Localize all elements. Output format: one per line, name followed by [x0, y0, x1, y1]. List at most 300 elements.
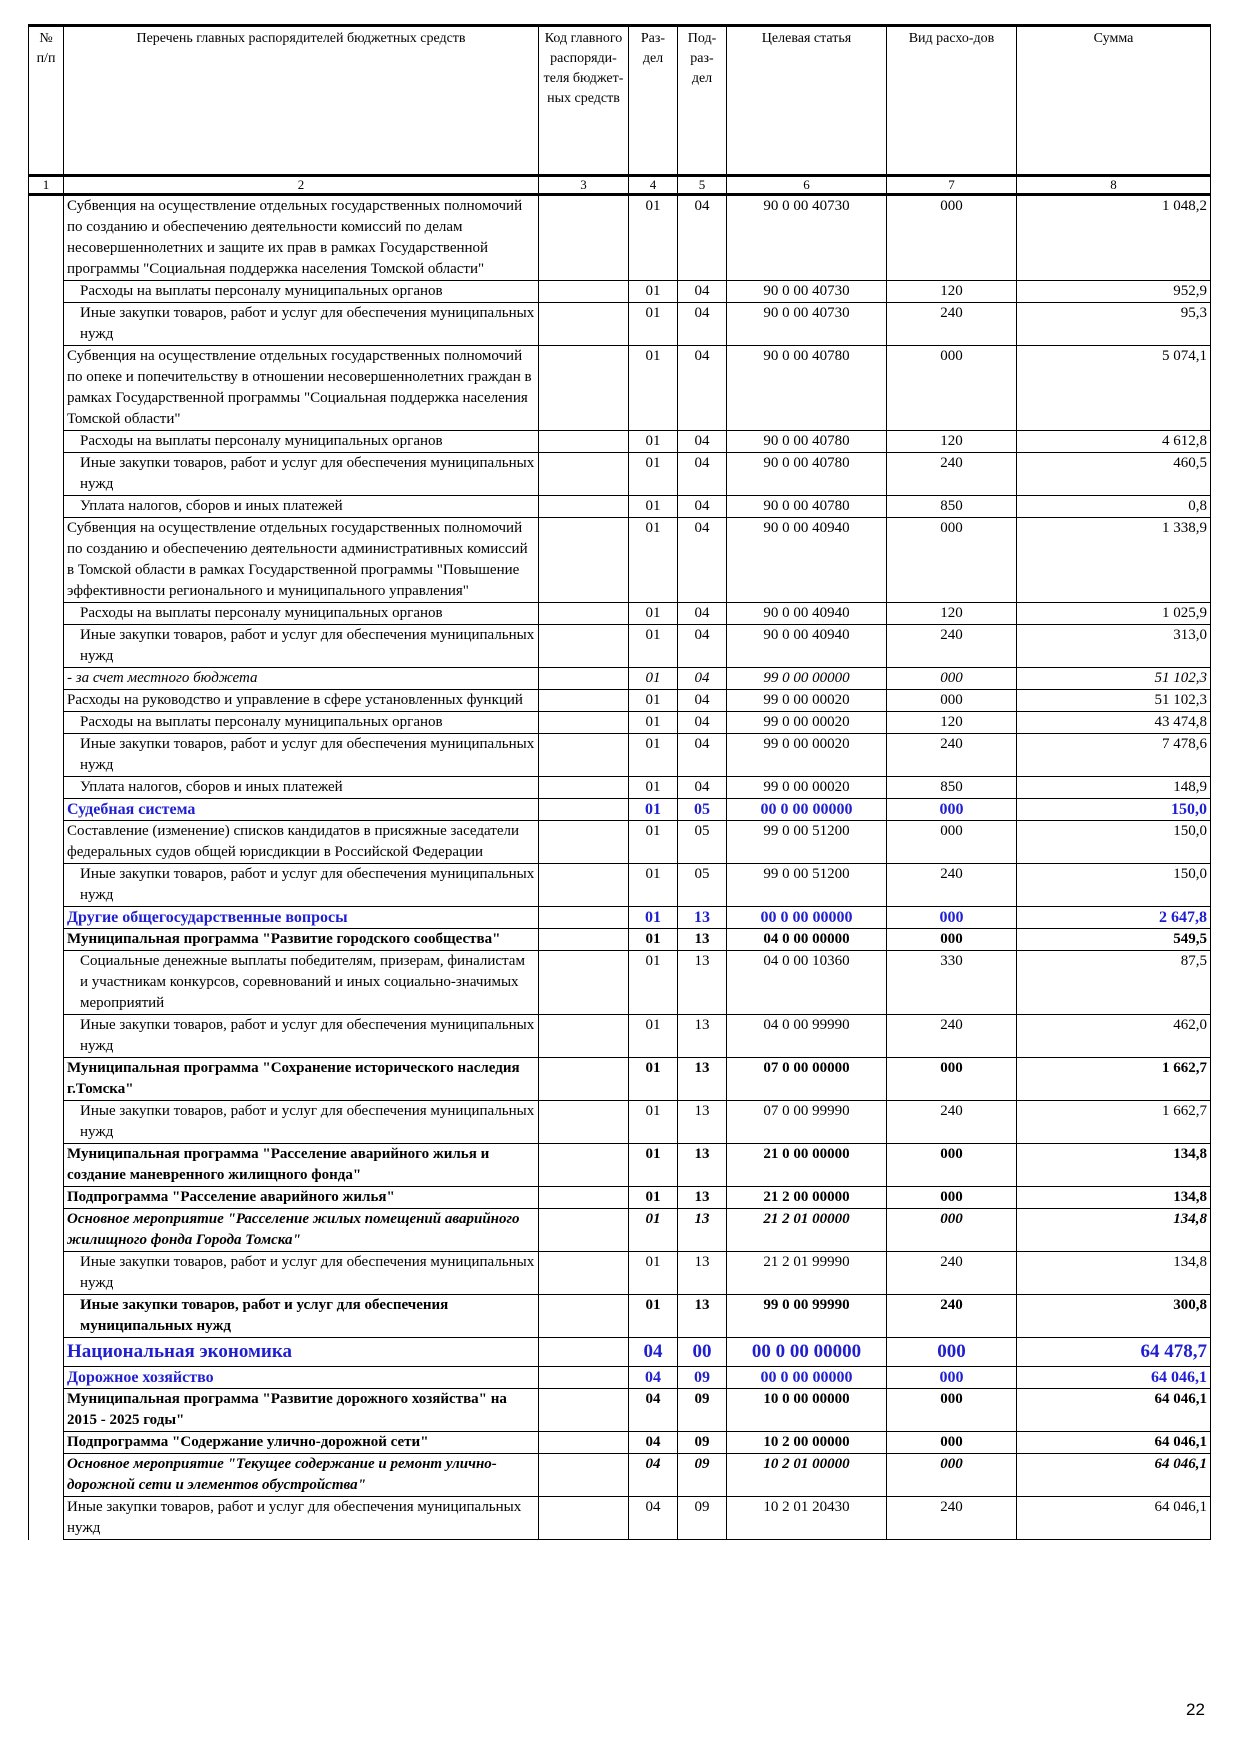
row-name: Иные закупки товаров, работ и услуг для обеспечения муниципальных нужд: [64, 1252, 539, 1295]
column-number: 4: [629, 176, 678, 195]
row-section: 04: [629, 1389, 678, 1432]
row-article: 07 0 00 99990: [727, 1101, 887, 1144]
row-type: 240: [887, 1101, 1017, 1144]
row-num-cell: [29, 712, 64, 734]
row-subsection: 13: [678, 1144, 727, 1187]
row-section: 01: [629, 281, 678, 303]
row-name: Основное мероприятие "Текущее содержание и ремонт улично-дорожной сети и элементов обустройства": [64, 1454, 539, 1497]
row-name: Основное мероприятие "Расселение жилых помещений аварийного жилищного фонда Города Томска": [64, 1209, 539, 1252]
row-sum: 549,5: [1017, 929, 1211, 951]
row-section: 04: [629, 1497, 678, 1540]
row-section: 01: [629, 929, 678, 951]
row-code: [539, 799, 629, 821]
row-section: 01: [629, 1187, 678, 1209]
row-name: Иные закупки товаров, работ и услуг для обеспечения муниципальных нужд: [64, 734, 539, 777]
row-article: 04 0 00 10360: [727, 951, 887, 1015]
row-sum: 5 074,1: [1017, 346, 1211, 431]
row-sum: 952,9: [1017, 281, 1211, 303]
header-code: Код главного распоряди-теля бюджет-ных средств: [539, 26, 629, 176]
row-num-cell: [29, 907, 64, 929]
row-article: 90 0 00 40780: [727, 453, 887, 496]
row-num-cell: [29, 668, 64, 690]
table-row: [29, 1144, 1211, 1187]
row-section: 01: [629, 346, 678, 431]
row-type: 000: [887, 1058, 1017, 1101]
header-num: № п/п: [29, 26, 64, 176]
row-name: Муниципальная программа "Расселение аварийного жилья и создание маневренного жилищного фонда": [64, 1144, 539, 1187]
row-num-cell: [29, 453, 64, 496]
row-name: Расходы на выплаты персоналу муниципальных органов: [64, 603, 539, 625]
row-section: 01: [629, 518, 678, 603]
table-row: [29, 777, 1211, 799]
column-number: 3: [539, 176, 629, 195]
row-name: Муниципальная программа "Сохранение исторического наследия г.Томска": [64, 1058, 539, 1101]
row-article: 90 0 00 40730: [727, 303, 887, 346]
row-name: Иные закупки товаров, работ и услуг для обеспечения муниципальных нужд: [64, 453, 539, 496]
row-type: 000: [887, 1209, 1017, 1252]
row-num-cell: [29, 777, 64, 799]
row-num-cell: [29, 1295, 64, 1338]
row-code: [539, 281, 629, 303]
row-sum: 150,0: [1017, 799, 1211, 821]
row-code: [539, 518, 629, 603]
row-code: [539, 1058, 629, 1101]
row-num-cell: [29, 303, 64, 346]
row-code: [539, 1497, 629, 1540]
row-num-cell: [29, 346, 64, 431]
row-subsection: 04: [678, 712, 727, 734]
table-row: [29, 734, 1211, 777]
row-sum: 150,0: [1017, 821, 1211, 864]
row-section: 01: [629, 496, 678, 518]
row-article: 00 0 00 00000: [727, 1338, 887, 1367]
row-type: 240: [887, 864, 1017, 907]
row-section: 04: [629, 1454, 678, 1497]
row-section: 01: [629, 712, 678, 734]
table-row: [29, 864, 1211, 907]
row-section: 01: [629, 1295, 678, 1338]
row-article: 00 0 00 00000: [727, 799, 887, 821]
row-section: 01: [629, 453, 678, 496]
row-name: Подпрограмма "Содержание улично-дорожной сети": [64, 1432, 539, 1454]
row-num-cell: [29, 951, 64, 1015]
row-num-cell: [29, 603, 64, 625]
column-number-row: [29, 176, 1211, 195]
row-code: [539, 1209, 629, 1252]
header-type: Вид расхо-дов: [887, 26, 1017, 176]
row-sum: 1 048,2: [1017, 195, 1211, 281]
row-article: 04 0 00 00000: [727, 929, 887, 951]
row-article: 99 0 00 51200: [727, 864, 887, 907]
row-sum: 87,5: [1017, 951, 1211, 1015]
row-section: 01: [629, 1058, 678, 1101]
row-subsection: 13: [678, 1252, 727, 1295]
row-name: Иные закупки товаров, работ и услуг для обеспечения муниципальных нужд: [64, 303, 539, 346]
row-type: 000: [887, 518, 1017, 603]
table-row: [29, 1497, 1211, 1540]
row-name: Социальные денежные выплаты победителям, призерам, финалистам и участникам конкурсов, соревнований и иных социально-значимых мероприятий: [64, 951, 539, 1015]
row-article: 10 2 01 20430: [727, 1497, 887, 1540]
row-type: 240: [887, 1295, 1017, 1338]
row-subsection: 05: [678, 799, 727, 821]
row-subsection: 13: [678, 1295, 727, 1338]
table-row: [29, 1209, 1211, 1252]
row-subsection: 04: [678, 518, 727, 603]
row-name: Расходы на руководство и управление в сфере установленных функций: [64, 690, 539, 712]
header-name: Перечень главных распорядителей бюджетных средств: [64, 26, 539, 176]
row-section: 01: [629, 1252, 678, 1295]
table-row: [29, 431, 1211, 453]
table-row: [29, 496, 1211, 518]
row-section: 01: [629, 951, 678, 1015]
row-subsection: 09: [678, 1454, 727, 1497]
row-sum: 1 662,7: [1017, 1058, 1211, 1101]
row-type: 000: [887, 1144, 1017, 1187]
header-article: Целевая статья: [727, 26, 887, 176]
row-type: 120: [887, 431, 1017, 453]
row-article: 99 0 00 99990: [727, 1295, 887, 1338]
table-row: [29, 1454, 1211, 1497]
row-article: 07 0 00 00000: [727, 1058, 887, 1101]
row-num-cell: [29, 1454, 64, 1497]
table-row: [29, 1187, 1211, 1209]
row-num-cell: [29, 929, 64, 951]
row-article: 21 2 01 00000: [727, 1209, 887, 1252]
row-type: 000: [887, 1389, 1017, 1432]
row-article: 90 0 00 40780: [727, 496, 887, 518]
row-section: 01: [629, 668, 678, 690]
row-article: 10 2 01 00000: [727, 1454, 887, 1497]
row-section: 01: [629, 1101, 678, 1144]
row-sum: 460,5: [1017, 453, 1211, 496]
table-body: [29, 195, 1211, 1540]
row-name: Субвенция на осуществление отдельных государственных полномочий по созданию и обеспечению деятельности административных комиссий в Томской области в рамках Государственной программы "Повышение эффективности регионального и муниципального управления": [64, 518, 539, 603]
row-name: Иные закупки товаров, работ и услуг для обеспечения муниципальных нужд: [64, 864, 539, 907]
row-type: 000: [887, 1338, 1017, 1367]
row-type: 120: [887, 281, 1017, 303]
row-subsection: 04: [678, 281, 727, 303]
row-section: 01: [629, 734, 678, 777]
row-sum: 4 612,8: [1017, 431, 1211, 453]
table-row: [29, 1101, 1211, 1144]
row-num-cell: [29, 625, 64, 668]
column-number: 8: [1017, 176, 1211, 195]
table-row: [29, 821, 1211, 864]
row-code: [539, 346, 629, 431]
row-type: 240: [887, 734, 1017, 777]
row-sum: 134,8: [1017, 1144, 1211, 1187]
row-section: 01: [629, 625, 678, 668]
row-subsection: 04: [678, 303, 727, 346]
row-sum: 462,0: [1017, 1015, 1211, 1058]
column-number: 2: [64, 176, 539, 195]
row-name: Расходы на выплаты персоналу муниципальных органов: [64, 431, 539, 453]
row-num-cell: [29, 864, 64, 907]
row-type: 240: [887, 1497, 1017, 1540]
row-name: Иные закупки товаров, работ и услуг для обеспечения муниципальных нужд: [64, 625, 539, 668]
row-section: 01: [629, 431, 678, 453]
row-type: 000: [887, 799, 1017, 821]
row-name: Иные закупки товаров, работ и услуг для обеспечения муниципальных нужд: [64, 1295, 539, 1338]
row-sum: 134,8: [1017, 1209, 1211, 1252]
row-type: 850: [887, 777, 1017, 799]
row-name: Муниципальная программа "Развитие дорожного хозяйства" на 2015 - 2025 годы": [64, 1389, 539, 1432]
row-section: 01: [629, 690, 678, 712]
row-name: Уплата налогов, сборов и иных платежей: [64, 496, 539, 518]
row-article: 00 0 00 00000: [727, 1367, 887, 1389]
row-sum: 2 647,8: [1017, 907, 1211, 929]
row-sum: 134,8: [1017, 1252, 1211, 1295]
row-code: [539, 1432, 629, 1454]
row-subsection: 09: [678, 1497, 727, 1540]
row-num-cell: [29, 821, 64, 864]
row-num-cell: [29, 1389, 64, 1432]
row-section: 04: [629, 1338, 678, 1367]
row-code: [539, 496, 629, 518]
row-code: [539, 929, 629, 951]
row-article: 90 0 00 40940: [727, 603, 887, 625]
row-name: Иные закупки товаров, работ и услуг для обеспечения муниципальных нужд: [64, 1015, 539, 1058]
row-name: Национальная экономика: [64, 1338, 539, 1367]
row-article: 10 2 00 00000: [727, 1432, 887, 1454]
row-section: 01: [629, 303, 678, 346]
row-type: 240: [887, 303, 1017, 346]
column-number: 6: [727, 176, 887, 195]
row-subsection: 13: [678, 1058, 727, 1101]
row-section: 01: [629, 821, 678, 864]
row-num-cell: [29, 281, 64, 303]
row-sum: 1 662,7: [1017, 1101, 1211, 1144]
row-subsection: 04: [678, 431, 727, 453]
column-number: 7: [887, 176, 1017, 195]
table-row: [29, 1432, 1211, 1454]
row-section: 04: [629, 1367, 678, 1389]
row-sum: 64 046,1: [1017, 1497, 1211, 1540]
table-row: [29, 799, 1211, 821]
table-row: [29, 929, 1211, 951]
table-row: [29, 690, 1211, 712]
row-sum: 43 474,8: [1017, 712, 1211, 734]
row-code: [539, 195, 629, 281]
table-row: [29, 1295, 1211, 1338]
row-code: [539, 1295, 629, 1338]
row-article: 10 0 00 00000: [727, 1389, 887, 1432]
row-section: 01: [629, 799, 678, 821]
row-article: 21 2 00 00000: [727, 1187, 887, 1209]
row-type: 000: [887, 821, 1017, 864]
table-row: [29, 951, 1211, 1015]
row-article: 21 2 01 99990: [727, 1252, 887, 1295]
row-section: 01: [629, 603, 678, 625]
row-code: [539, 1252, 629, 1295]
row-name: Субвенция на осуществление отдельных государственных полномочий по опеке и попечительству в отношении несовершеннолетних граждан в рамках Государственной программы "Социальная поддержка населения Томской области": [64, 346, 539, 431]
table-row: [29, 1058, 1211, 1101]
row-article: 04 0 00 99990: [727, 1015, 887, 1058]
table-row: [29, 1367, 1211, 1389]
row-subsection: 13: [678, 1209, 727, 1252]
row-type: 000: [887, 929, 1017, 951]
row-article: 90 0 00 40730: [727, 195, 887, 281]
row-subsection: 04: [678, 496, 727, 518]
header-sum: Сумма: [1017, 26, 1211, 176]
row-sum: 150,0: [1017, 864, 1211, 907]
column-number: 5: [678, 176, 727, 195]
row-code: [539, 907, 629, 929]
row-name: Иные закупки товаров, работ и услуг для обеспечения муниципальных нужд: [64, 1497, 539, 1540]
row-name: Расходы на выплаты персоналу муниципальных органов: [64, 712, 539, 734]
row-type: 240: [887, 1015, 1017, 1058]
row-section: 01: [629, 1209, 678, 1252]
row-article: 99 0 00 00020: [727, 777, 887, 799]
page-number: 22: [1186, 1700, 1205, 1719]
row-num-cell: [29, 1058, 64, 1101]
row-num-cell: [29, 431, 64, 453]
row-article: 21 0 00 00000: [727, 1144, 887, 1187]
row-code: [539, 690, 629, 712]
row-article: 90 0 00 40780: [727, 431, 887, 453]
row-subsection: 04: [678, 777, 727, 799]
row-num-cell: [29, 799, 64, 821]
row-name: Субвенция на осуществление отдельных государственных полномочий по созданию и обеспечению деятельности комиссий по делам несовершеннолетних и защите их прав в рамках Государственной программы "Социальная поддержка населения Томской области": [64, 195, 539, 281]
row-num-cell: [29, 1497, 64, 1540]
row-section: 01: [629, 864, 678, 907]
row-code: [539, 951, 629, 1015]
row-subsection: 05: [678, 821, 727, 864]
row-code: [539, 1338, 629, 1367]
row-type: 240: [887, 625, 1017, 668]
row-name: Судебная система: [64, 799, 539, 821]
row-name: Другие общегосударственные вопросы: [64, 907, 539, 929]
row-sum: 95,3: [1017, 303, 1211, 346]
table-row: [29, 195, 1211, 281]
row-code: [539, 864, 629, 907]
row-subsection: 13: [678, 1187, 727, 1209]
row-sum: 64 046,1: [1017, 1389, 1211, 1432]
row-subsection: 09: [678, 1367, 727, 1389]
row-article: 99 0 00 00000: [727, 668, 887, 690]
row-sum: 134,8: [1017, 1187, 1211, 1209]
row-code: [539, 1389, 629, 1432]
row-name: Муниципальная программа "Развитие городского сообщества": [64, 929, 539, 951]
row-article: 90 0 00 40940: [727, 518, 887, 603]
row-subsection: 13: [678, 951, 727, 1015]
row-type: 000: [887, 1187, 1017, 1209]
row-type: 000: [887, 346, 1017, 431]
row-section: 01: [629, 195, 678, 281]
table-row: [29, 346, 1211, 431]
row-num-cell: [29, 518, 64, 603]
row-section: 01: [629, 777, 678, 799]
row-code: [539, 1015, 629, 1058]
row-num-cell: [29, 1101, 64, 1144]
row-code: [539, 603, 629, 625]
row-sum: 148,9: [1017, 777, 1211, 799]
row-subsection: 04: [678, 195, 727, 281]
row-sum: 51 102,3: [1017, 690, 1211, 712]
row-code: [539, 734, 629, 777]
row-subsection: 04: [678, 453, 727, 496]
table-row: [29, 625, 1211, 668]
row-sum: 1 025,9: [1017, 603, 1211, 625]
header-section: Раз-дел: [629, 26, 678, 176]
row-num-cell: [29, 195, 64, 281]
row-subsection: 04: [678, 625, 727, 668]
row-section: 04: [629, 1432, 678, 1454]
row-code: [539, 1367, 629, 1389]
row-type: 000: [887, 1432, 1017, 1454]
table-row: [29, 668, 1211, 690]
table-row: [29, 1015, 1211, 1058]
row-code: [539, 1101, 629, 1144]
row-num-cell: [29, 1432, 64, 1454]
row-type: 120: [887, 603, 1017, 625]
row-type: 000: [887, 1454, 1017, 1497]
row-subsection: 09: [678, 1432, 727, 1454]
row-article: 90 0 00 40940: [727, 625, 887, 668]
row-num-cell: [29, 1252, 64, 1295]
row-subsection: 05: [678, 864, 727, 907]
row-type: 120: [887, 712, 1017, 734]
row-num-cell: [29, 496, 64, 518]
row-num-cell: [29, 1144, 64, 1187]
row-code: [539, 303, 629, 346]
column-number: 1: [29, 176, 64, 195]
row-type: 000: [887, 195, 1017, 281]
row-name: Иные закупки товаров, работ и услуг для обеспечения муниципальных нужд: [64, 1101, 539, 1144]
row-subsection: 04: [678, 668, 727, 690]
table-row: [29, 303, 1211, 346]
row-type: 240: [887, 453, 1017, 496]
row-type: 330: [887, 951, 1017, 1015]
row-section: 01: [629, 907, 678, 929]
row-code: [539, 668, 629, 690]
row-name: - за счет местного бюджета: [64, 668, 539, 690]
table-row: [29, 453, 1211, 496]
row-code: [539, 712, 629, 734]
row-subsection: 13: [678, 1101, 727, 1144]
budget-table: [28, 24, 1211, 1540]
row-subsection: 13: [678, 1015, 727, 1058]
row-num-cell: [29, 1015, 64, 1058]
row-name: Составление (изменение) списков кандидатов в присяжные заседатели федеральных судов общей юрисдикции в Российской Федерации: [64, 821, 539, 864]
row-sum: 64 046,1: [1017, 1454, 1211, 1497]
row-num-cell: [29, 690, 64, 712]
row-subsection: 09: [678, 1389, 727, 1432]
row-subsection: 04: [678, 690, 727, 712]
row-code: [539, 1144, 629, 1187]
row-type: 000: [887, 907, 1017, 929]
row-name: Подпрограмма "Расселение аварийного жилья": [64, 1187, 539, 1209]
table-row: [29, 907, 1211, 929]
table-row: [29, 1252, 1211, 1295]
table-row: [29, 1338, 1211, 1367]
row-code: [539, 1187, 629, 1209]
row-num-cell: [29, 1338, 64, 1367]
row-article: 99 0 00 00020: [727, 712, 887, 734]
row-sum: 64 046,1: [1017, 1432, 1211, 1454]
row-type: 850: [887, 496, 1017, 518]
row-type: 000: [887, 690, 1017, 712]
row-type: 000: [887, 1367, 1017, 1389]
row-article: 00 0 00 00000: [727, 907, 887, 929]
table-row: [29, 712, 1211, 734]
table-row: [29, 603, 1211, 625]
row-subsection: 04: [678, 346, 727, 431]
row-code: [539, 453, 629, 496]
row-article: 90 0 00 40780: [727, 346, 887, 431]
row-code: [539, 431, 629, 453]
row-num-cell: [29, 1367, 64, 1389]
